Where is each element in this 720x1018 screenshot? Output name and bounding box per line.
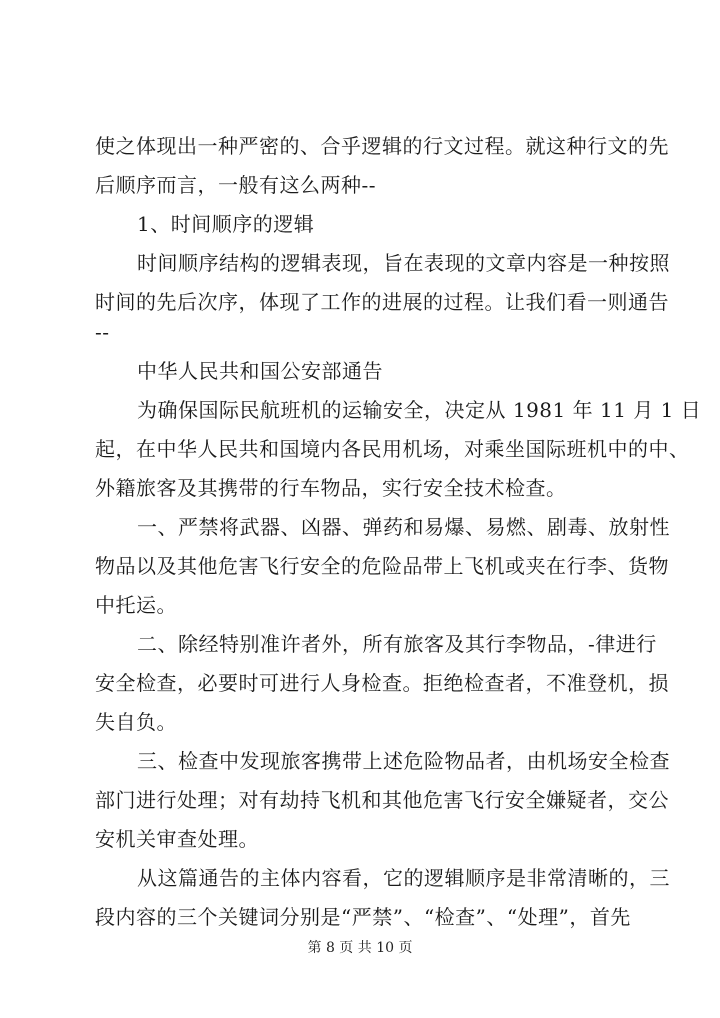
text-line: 时间的先后次序，体现了工作的进展的过程。让我们看一则通告 (95, 290, 669, 314)
text-line: 段内容的三个关键词分别是“严禁”、“检查”、“处理”，首先 (95, 905, 631, 929)
section-heading: 1、时间顺序的逻辑 (137, 212, 315, 236)
text-line: 为确保国际民航班机的运输安全，决定从 1981 年 11 月 1 日 (137, 398, 702, 422)
text-line: 从这篇通告的主体内容看，它的逻辑顺序是非常清晰的，三 (137, 866, 670, 890)
text-line: 一、严禁将武器、凶器、弹药和易爆、易燃、剧毒、放射性 (137, 515, 670, 539)
text-line: -- (95, 320, 110, 344)
text-line: 失自负。 (95, 710, 177, 734)
text-line: 部门进行处理；对有劫持飞机和其他危害飞行安全嫌疑者，交公 (95, 788, 669, 812)
text-line: 外籍旅客及其携带的行车物品，实行安全技术检查。 (95, 476, 567, 500)
text-line: 后顺序而言，一般有这么两种-- (95, 173, 377, 197)
text-line: 物品以及其他危害飞行安全的危险品带上飞机或夹在行李、货物 (95, 554, 669, 578)
text-line: 使之体现出一种严密的、合乎逻辑的行文过程。就这种行文的先 (95, 134, 669, 158)
text-line: 时间顺序结构的逻辑表现，旨在表现的文章内容是一种按照 (137, 251, 670, 275)
text-line: 安全检查，必要时可进行人身检查。拒绝检查者，不准登机，损 (95, 671, 669, 695)
text-line: 起，在中华人民共和国境内各民用机场，对乘坐国际班机中的中、 (95, 437, 690, 461)
text-line: 二、除经特别准许者外，所有旅客及其行李物品，-律进行 (137, 632, 657, 656)
text-line: 中托运。 (95, 593, 177, 617)
page-number: 第 8 页 共 10 页 (307, 940, 413, 956)
text-line: 安机关审查处理。 (95, 827, 259, 851)
notice-title: 中华人民共和国公安部通告 (137, 359, 383, 383)
text-line: 三、检查中发现旅客携带上述危险物品者，由机场安全检查 (137, 749, 670, 773)
